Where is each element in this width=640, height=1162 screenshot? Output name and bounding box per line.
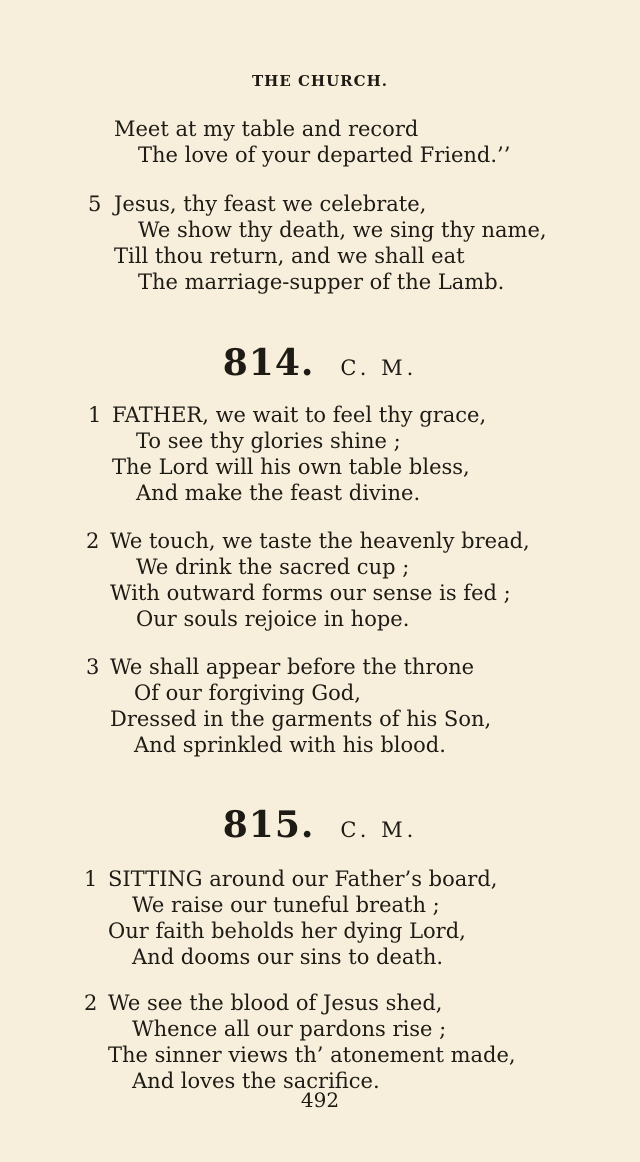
verse-line: And make the feast divine. [136, 481, 421, 505]
verse-line: Till thou return, and we shall eat [114, 244, 465, 268]
verse-line: SITTING around our Father’s board, [108, 867, 498, 891]
verse-line: The love of your departed Friend.’’ [138, 143, 511, 167]
verse-line: The sinner views th’ atonement made, [108, 1043, 516, 1067]
hymn-number: 814. [222, 342, 315, 384]
verse-line: To see thy glories shine ; [136, 429, 401, 453]
verse-line: We drink the sacred cup ; [136, 555, 410, 579]
stanza-number: 1 [84, 867, 98, 891]
hymn-heading [0, 804, 640, 846]
stanza-number: 3 [86, 655, 100, 679]
verse-line: Dressed in the garments of his Son, [110, 707, 492, 731]
verse-line: And loves the sacrifice. [132, 1069, 380, 1093]
verse-line: With outward forms our sense is fed ; [110, 581, 511, 605]
verse-line: The Lord will his own table bless, [112, 455, 470, 479]
hymn-number: 815. [222, 804, 315, 846]
verse-line: We touch, we taste the heavenly bread, [110, 529, 530, 553]
stanza-number: 5 [88, 192, 102, 216]
verse-line: Our souls rejoice in hope. [136, 607, 410, 631]
verse-line: Jesus, thy feast we celebrate, [114, 192, 427, 216]
verse-line: We shall appear before the throne [110, 655, 475, 679]
stanza-number: 1 [88, 403, 102, 427]
hymn-meter: C. M. [340, 356, 418, 380]
verse-line: Whence all our pardons rise ; [132, 1017, 447, 1041]
stanza-number: 2 [86, 529, 100, 553]
hymn-meter: C. M. [340, 818, 418, 842]
verse-line: Of our forgiving God, [134, 681, 361, 705]
page-number: 492 [300, 1088, 340, 1112]
verse-line: FATHER, we wait to feel thy grace, [112, 403, 487, 427]
verse-line: The marriage-supper of the Lamb. [138, 270, 505, 294]
verse-line: We see the blood of Jesus shed, [108, 991, 443, 1015]
verse-line: We raise our tuneful breath ; [132, 893, 440, 917]
verse-line: Our faith beholds her dying Lord, [108, 919, 466, 943]
verse-line: We show thy death, we sing thy name, [138, 218, 547, 242]
verse-line: And dooms our sins to death. [132, 945, 444, 969]
stanza-number: 2 [84, 991, 98, 1015]
verse-line: And sprinkled with his blood. [134, 733, 446, 757]
hymn-heading [0, 342, 640, 384]
verse-line: Meet at my table and record [114, 117, 419, 141]
running-head: THE CHURCH. [252, 72, 388, 90]
